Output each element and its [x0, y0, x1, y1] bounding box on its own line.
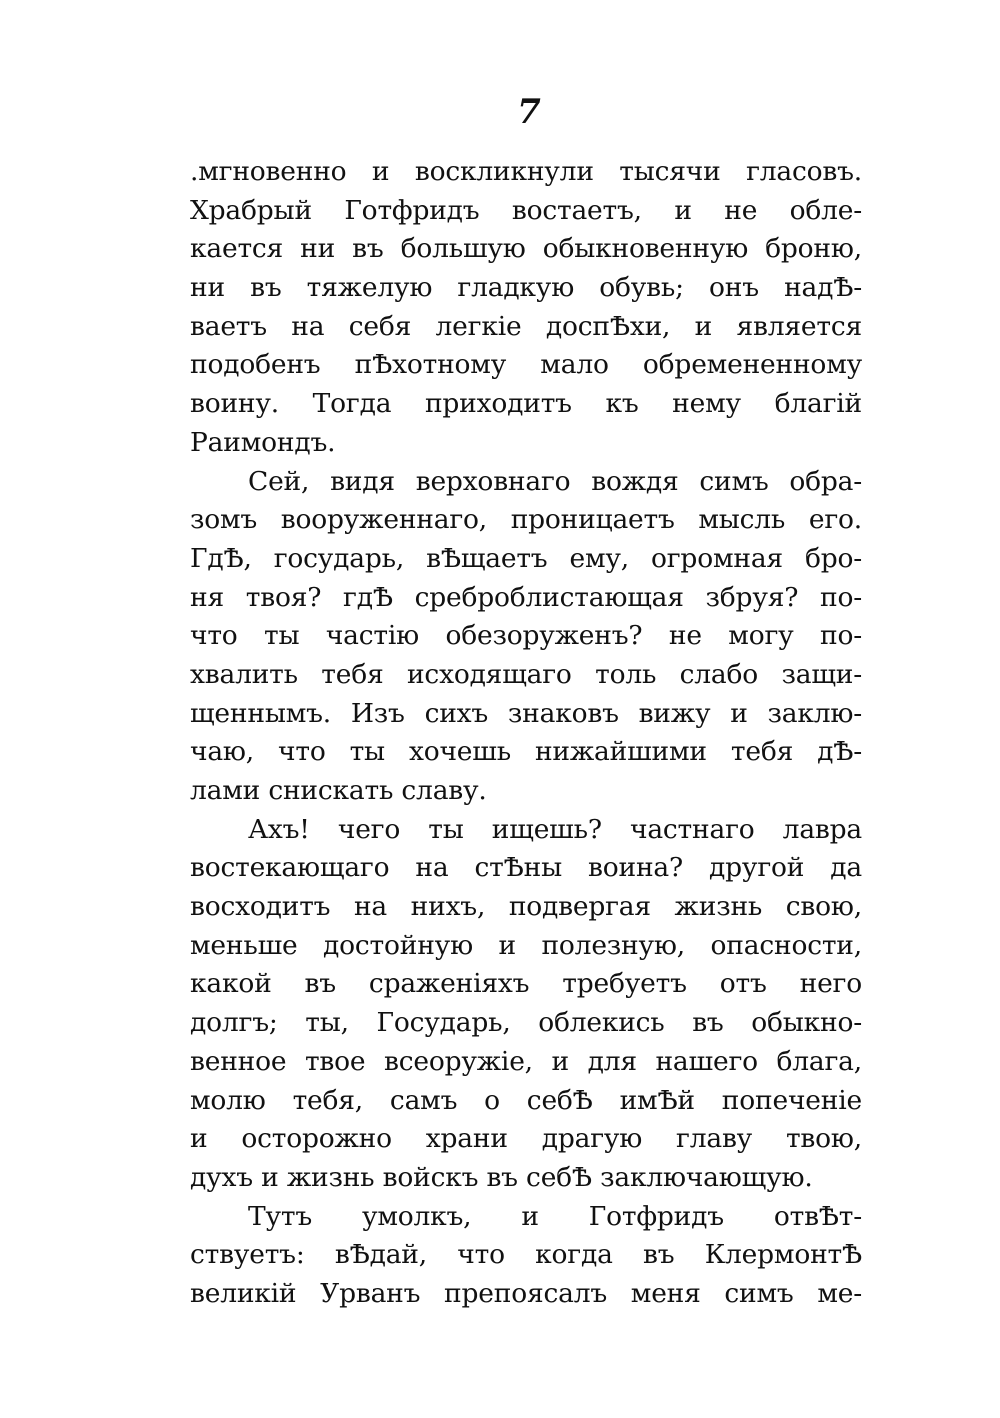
paragraph [190, 153, 862, 463]
text-line: ствуетъ: вѢдай, что когда въ КлермонтѢ [190, 1239, 862, 1271]
text-line: востекающаго на стѢны воина? другой да [190, 852, 862, 884]
text-line: подобенъ пѢхотному мало обремененному [190, 349, 862, 381]
text-line: воину. Тогда приходитъ къ нему благiй [190, 388, 862, 420]
text-line: ваетъ на себя легкiе доспѢхи, и является [190, 310, 862, 342]
text-line: долгъ; ты, Государь, облекись въ обыкно- [190, 1007, 862, 1039]
text-line: ня твоя? гдѢ среброблистающая збруя? по- [190, 581, 862, 613]
paragraph [190, 463, 862, 811]
text-line: восходитъ на нихъ, подвергая жизнь свою, [190, 891, 862, 923]
text-line: хвалить тебя исходящаго толь слабо защи- [190, 658, 862, 690]
text-line: духъ и жизнь войскъ въ себѢ заключающую. [190, 1161, 813, 1193]
text-line: Ахъ! чего ты ищешь? частнаго лавра [248, 813, 862, 845]
text-line: кается ни въ большую обыкновенную броню, [190, 233, 862, 265]
text-line: молю тебя, самъ о себѢ имѢй попеченiе [190, 1084, 862, 1116]
text-line: чаю, что ты хочешь нижайшими тебя дѢ- [190, 736, 862, 768]
paragraph [190, 1198, 862, 1314]
text-line: и осторожно храни драгую главу твою, [190, 1123, 862, 1155]
text-line: ГдѢ, государь, вѢщаетъ ему, огромная бро- [190, 542, 862, 574]
text-line: зомъ вооруженнаго, проницаетъ мысль его. [190, 504, 862, 536]
text-line: лами снискать славу. [190, 775, 487, 806]
text-line: великiй Урванъ препоясалъ меня симъ ме- [190, 1277, 862, 1309]
text-line: какой въ сраженiяхъ требуетъ отъ него [190, 968, 862, 1000]
text-line: Раимондъ. [190, 426, 336, 458]
text-line: что ты частiю обезоруженъ? не могу по- [190, 620, 862, 652]
page-number: 7 [517, 92, 541, 132]
text-line: Сей, видя верховнаго вождя симъ обра- [248, 465, 862, 497]
text-line: .мгновенно и воскликнули тысячи гласовъ. [190, 156, 862, 187]
body-text [190, 153, 862, 1314]
paragraph [190, 811, 862, 1198]
text-line: Тутъ умолкъ, и Готфридъ отвѢт- [248, 1200, 862, 1232]
text-line: меньше достойную и полезную, опасности, [190, 929, 862, 961]
text-line: венное твое всеоружiе, и для нашего блага, [190, 1045, 862, 1077]
text-line: ни въ тяжелую гладкую обувь; онъ надѢ- [190, 272, 862, 304]
text-line: Храбрый Готфридъ востаетъ, и не обле- [190, 194, 862, 226]
text-line: щеннымъ. Изъ сихъ знаковъ вижу и заклю- [190, 697, 862, 729]
